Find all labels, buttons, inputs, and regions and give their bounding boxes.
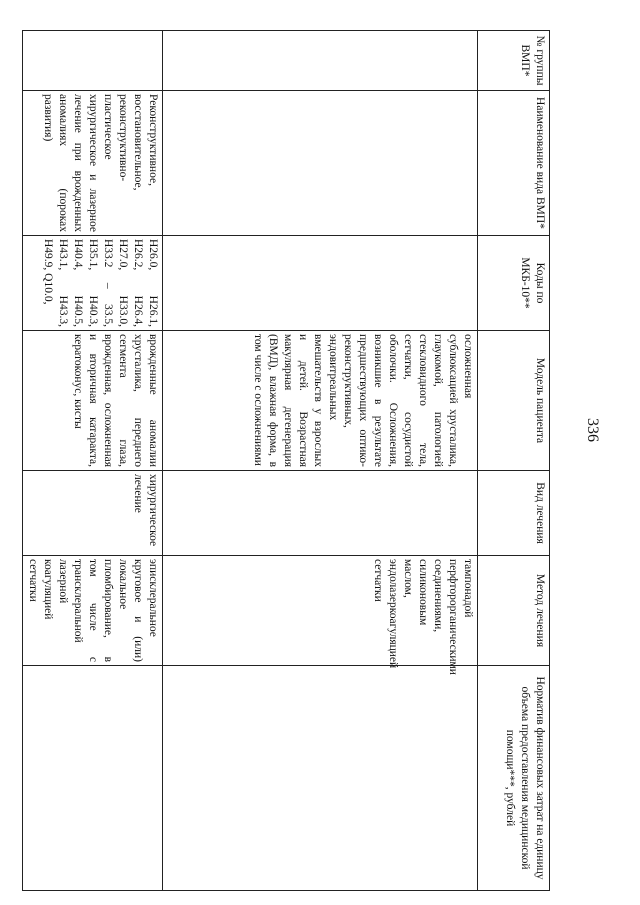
header-kind: Вид лечения	[478, 471, 550, 556]
cell-method: тампонадой перфторорганическими соединениями, силиконовым маслом, эндолазеркоагуляцией сетчатки	[163, 556, 478, 666]
header-model: Модель пациента	[478, 331, 550, 471]
cell-kind: хирургическое лечение	[23, 471, 163, 556]
cell-codes: H26.0, H26.1, H26.2, H26.4, H27.0, H33.0, H33.2 – 33.5, H35.1, H40.3, H40.4, H40.5, H43.1, H43.3, H49.9, Q10.0,	[23, 236, 163, 331]
header-codes: Коды по МКБ-10**	[478, 236, 550, 331]
header-name: Наименование вида ВМП*	[478, 91, 550, 236]
cell-model: осложненная сублюксацией хрусталика, глаукомой, патологией стекловидного тела, сетчатки, сосудистой оболочки. Осложнения, возникшие в результате предшествующих оптико-реконструктивных, эндовитреальных вмешательств у взрослых и детей. Возрастная макулярная дегенерация (ВМД), влажная форма, в том числе с осложнениями	[163, 331, 478, 471]
table-row	[163, 31, 478, 891]
cell-name: Реконструктивное, восстановительное, реконструктивно-пластическое хирургическое и лазерное лечение при врожденных аномалиях (пороках развития)	[23, 91, 163, 236]
table-row	[23, 31, 163, 891]
rotated-table-wrapper	[27, 30, 550, 890]
cell-group	[163, 31, 478, 91]
cell-cost	[163, 666, 478, 891]
cell-cost	[23, 666, 163, 891]
vmp-table	[22, 30, 550, 891]
table-header-row	[478, 31, 550, 891]
header-group: № группы ВМП*	[478, 31, 550, 91]
cell-codes	[163, 236, 478, 331]
page-number: 336	[584, 418, 601, 442]
cell-name	[163, 91, 478, 236]
header-method: Метод лечения	[478, 556, 550, 666]
cell-model: врожденные аномалии хрусталика, переднего сегмента глаза, врожденная, осложненная и вторичная катаракта, кератоконус, кисты	[23, 331, 163, 471]
cell-method: эписклеральное круговое и (или) локальное пломбирование, в том числе с трансклеральной лазерной коагуляцией сетчатки	[23, 556, 163, 666]
cell-kind	[163, 471, 478, 556]
header-cost: Норматив финансовых затрат на единицу объема предоставления медицинской помощи***, рублей	[478, 666, 550, 891]
cell-group	[23, 31, 163, 91]
